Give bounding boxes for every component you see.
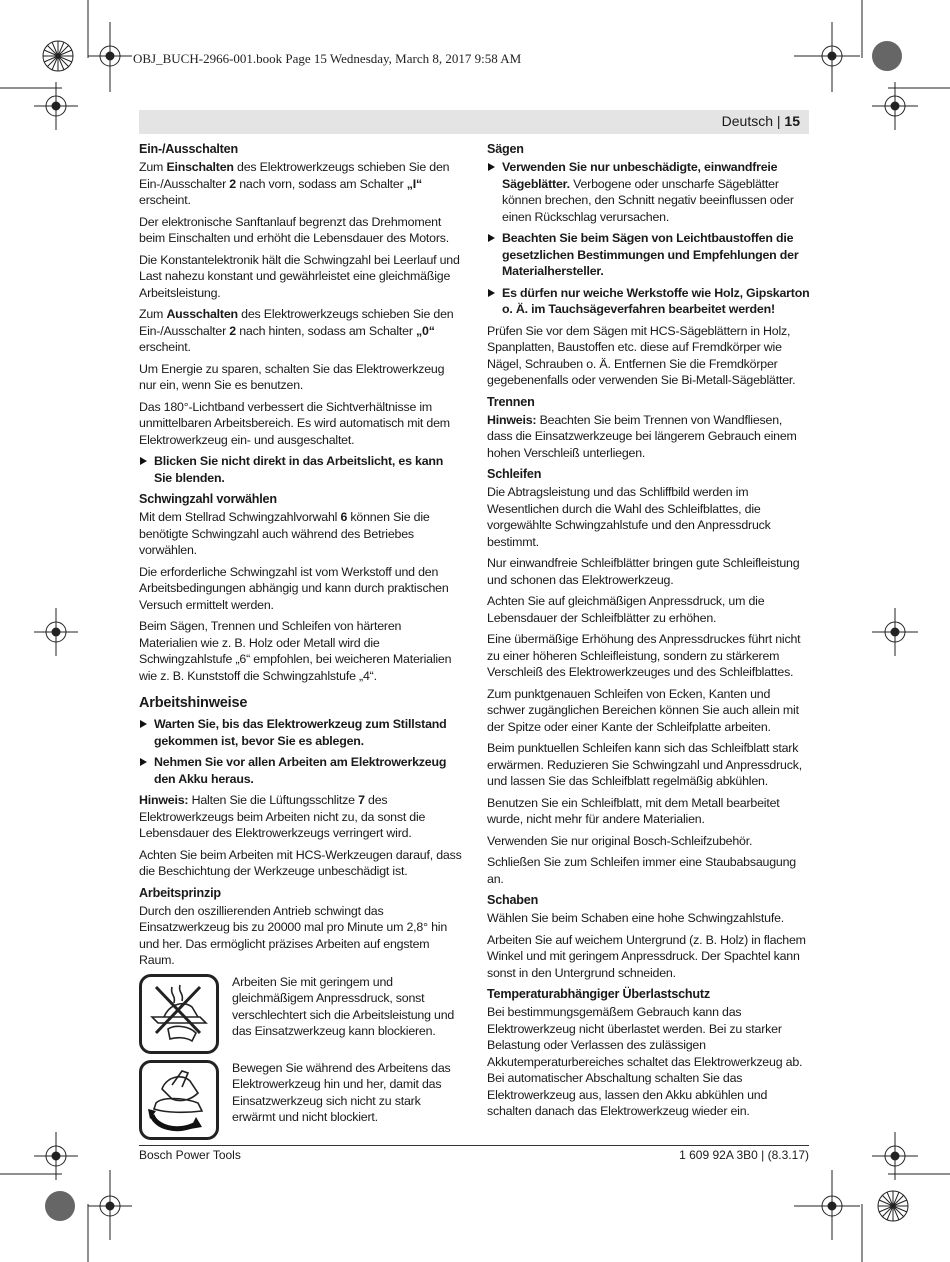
paragraph: Durch den oszillierenden Antrieb schwingt das Einsatzwerkzeug bis zu 20000 mal pro Minute um 2,8° hin und her. Das ermöglicht präzises Arbeiten auf engstem Raum. bbox=[139, 903, 448, 967]
paragraph: Eine übermäßige Erhöhung des Anpressdruckes führt nicht zu einer höheren Schleifleistung, sondern zu stärkerem Verschleiß des Elektrowerkzeuges und des Schleifblattes. bbox=[487, 632, 801, 679]
paragraph: Prüfen Sie vor dem Sägen mit HCS-Sägeblättern in Holz, Spanplatten, Baustoffen etc. diese auf Fremdkörper wie Nägel, Schrauben o. Ä. Entfernen Sie die Fremdkörper gegebenenfalls oder verwenden Sie Bi-Metall-Sägeblätter. bbox=[487, 323, 796, 387]
left-column bbox=[139, 141, 462, 1146]
right-column bbox=[487, 141, 810, 1125]
paragraph: Beim punktuellen Schleifen kann sich das Schleifblatt stark erwärmen. Reduzieren Sie Schwingzahl und Anpressdruck, und lassen Sie das Schleifblatt regelmäßig abkühlen. bbox=[487, 741, 802, 788]
paragraph: Schließen Sie zum Schleifen immer eine Staubabsaugung an. bbox=[487, 855, 796, 886]
section-title: Trennen bbox=[487, 394, 535, 409]
paragraph: Die erforderliche Schwingzahl ist vom Werkstoff und den Arbeitsbedingungen abhängig und kann durch praktischen Versuch ermittelt werden. bbox=[139, 564, 449, 612]
hint-paragraph: Hinweis: Beachten Sie beim Trennen von Wandfliesen, dass die Einsatzwerkzeuge bei längerem Gebrauch einem hohen Verschleiß unterliegen. bbox=[487, 412, 797, 460]
paragraph: Wählen Sie beim Schaben eine hohe Schwingzahlstufe. bbox=[487, 911, 785, 925]
paragraph: Die Konstantelektronik hält die Schwingzahl bei Leerlauf und Last nahezu konstant und gewährleistet eine gleichmäßige Arbeitsleistung. bbox=[139, 252, 460, 300]
illustrated-instruction bbox=[139, 1060, 462, 1140]
warning-bullet: Beachten Sie beim Sägen von Leichtbaustoffen die gesetzlichen Bestimmungen und Empfehlungen der Materialhersteller. bbox=[487, 230, 810, 280]
section-title: Ein-/Ausschalten bbox=[139, 142, 238, 156]
grey-dot bbox=[872, 41, 902, 71]
paragraph: Der elektronische Sanftanlauf begrenzt das Drehmoment beim Einschalten und erhöht die Lebensdauer des Motors. bbox=[139, 214, 449, 245]
triangle-bullet-icon bbox=[140, 720, 147, 728]
paragraph: Bei bestimmungsgemäßem Gebrauch kann das Elektrowerkzeug nicht überlastet werden. Bei zu starker Belastung oder Verlassen des zulässigen Akkutemperaturbereiches schaltet das Elektrowerkzeug ab. Bei automatischer Abschaltung schalten Sie das Elektrowerkzeug aus, lassen den Akku abkühlen und schalten danach das Elektrowerkzeug wieder ein. bbox=[487, 1005, 803, 1118]
triangle-bullet-icon bbox=[488, 163, 495, 171]
page-header bbox=[722, 113, 800, 129]
triangle-bullet-icon bbox=[488, 234, 495, 242]
footer-rule bbox=[139, 1145, 809, 1146]
footer-doc-number: 1 609 92A 3B0 | (8.3.17) bbox=[679, 1148, 809, 1162]
paragraph: Achten Sie auf gleichmäßigen Anpressdruck, um die Lebensdauer der Schleifblätter zu erhöhen. bbox=[487, 594, 765, 625]
section-title: Schleifen bbox=[487, 467, 542, 481]
move-tool-illustration bbox=[139, 1060, 219, 1140]
section-title: Schaben bbox=[487, 893, 539, 907]
paragraph: Nur einwandfreie Schleifblätter bringen gute Schleifleistung und schonen das Elektrowerkzeug. bbox=[487, 556, 800, 587]
paragraph: Mit dem Stellrad Schwingzahlvorwahl 6 können Sie die benötigte Schwingzahl auch während des Betriebes vorwählen. bbox=[139, 510, 430, 557]
warning-bullet: Es dürfen nur weiche Werkstoffe wie Holz, Gipskarton o. Ä. im Tauchsägeverfahren bearbeitet werden! bbox=[487, 285, 810, 318]
paragraph: Zum Einschalten des Elektrowerkzeugs schieben Sie den Ein-/Ausschalter 2 nach vorn, sodass am Schalter „I“ erscheint. bbox=[139, 160, 450, 207]
paragraph: Um Energie zu sparen, schalten Sie das Elektrowerkzeug nur ein, wenn Sie es benutzen. bbox=[139, 361, 445, 392]
paragraph: Das 180°-Lichtband verbessert die Sichtverhältnisse im unmittelbaren Arbeitsbereich. Es wird automatisch mit dem Elektrowerkzeug ein- und ausgeschaltet. bbox=[139, 399, 450, 447]
paragraph: Beim Sägen, Trennen und Schleifen von härteren Materialien wie z. B. Holz oder Metall wird die Schwingzahlstufe „6“ empfohlen, bei weicheren Materialien wie z. B. Kunststoff die Schwingzahlstufe „4“. bbox=[139, 619, 452, 683]
illustrated-instruction bbox=[139, 974, 462, 1054]
print-header: OBJ_BUCH-2966-001.book Page 15 Wednesday, March 8, 2017 9:58 AM bbox=[133, 51, 522, 66]
paragraph: Verwenden Sie nur original Bosch-Schleifzubehör. bbox=[487, 833, 753, 848]
no-pressure-illustration bbox=[139, 974, 219, 1054]
page-header-bar bbox=[139, 110, 809, 134]
header-separator: | bbox=[776, 113, 781, 129]
triangle-bullet-icon bbox=[488, 289, 495, 297]
paragraph: Zum Ausschalten des Elektrowerkzeugs schieben Sie den Ein-/Ausschalter 2 nach hinten, sodass am Schalter „0“ erscheint. bbox=[139, 307, 454, 354]
pressure-icon bbox=[142, 977, 216, 1051]
section-title: Sägen bbox=[487, 142, 524, 156]
triangle-bullet-icon bbox=[140, 758, 147, 766]
paragraph: Achten Sie beim Arbeiten mit HCS-Werkzeugen darauf, dass die Beschichtung der Werkzeuge unbeschädigt ist. bbox=[139, 847, 462, 878]
paragraph: Zum punktgenauen Schleifen von Ecken, Kanten und schwer zugänglichen Bereichen können Sie auch allein mit der Spitze oder einer Kante der Schleifplatte arbeiten. bbox=[487, 686, 799, 734]
warning-bullet: Warten Sie, bis das Elektrowerkzeug zum Stillstand gekommen ist, bevor Sie es ablegen. bbox=[139, 716, 462, 749]
paragraph: Arbeiten Sie auf weichem Untergrund (z. B. Holz) in flachem Winkel und mit geringem Anpressdruck. Der Spachtel kann sonst in den Untergrund schneiden. bbox=[487, 932, 806, 980]
triangle-bullet-icon bbox=[140, 457, 147, 465]
footer-brand: Bosch Power Tools bbox=[139, 1148, 241, 1162]
paragraph: Benutzen Sie ein Schleifblatt, mit dem Metall bearbeitet wurde, nicht mehr für andere Materialien. bbox=[487, 795, 780, 826]
oscillation-icon bbox=[142, 1063, 216, 1137]
warning-bullet: Verwenden Sie nur unbeschädigte, einwandfreie Sägeblätter. Verbogene oder unscharfe Sägeblätter können brechen, den Schnitt negativ beeinflussen oder einen Rückschlag verursachen. bbox=[487, 159, 810, 225]
illustration-caption: Bewegen Sie während des Arbeitens das Elektrowerkzeug hin und her, damit das Einsatzwerkzeug sich nicht zu stark erwärmt und nicht blockiert. bbox=[232, 1060, 451, 1124]
illustration-caption: Arbeiten Sie mit geringem und gleichmäßigem Anpressdruck, sonst verschlechtert sich die Arbeitsleistung und das Einsatzwerkzeug kann blockieren. bbox=[232, 974, 455, 1038]
hint-paragraph: Hinweis: Halten Sie die Lüftungsschlitze 7 des Elektrowerkzeugs beim Arbeiten nicht zu, da sonst die Lebensdauer des Elektrowerkzeugs verringert wird. bbox=[139, 793, 426, 840]
section-title: Arbeitsprinzip bbox=[139, 885, 221, 900]
paragraph: Die Abtragsleistung und das Schliffbild werden im Wesentlichen durch die Wahl des Schleifblattes, die vorgewählte Schwingzahlstufe und den Anpressdruck bestimmt. bbox=[487, 485, 771, 549]
warning-bullet: Blicken Sie nicht direkt in das Arbeitslicht, es kann Sie blenden. bbox=[139, 453, 462, 486]
section-title: Temperaturabhängiger Überlastschutz bbox=[487, 987, 711, 1001]
warning-bullet: Nehmen Sie vor allen Arbeiten am Elektrowerkzeug den Akku heraus. bbox=[139, 754, 462, 787]
page-number: 15 bbox=[784, 113, 800, 129]
grey-dot bbox=[45, 1191, 75, 1221]
header-language: Deutsch bbox=[721, 113, 773, 129]
chapter-title: Arbeitshinweise bbox=[139, 695, 248, 711]
section-title: Schwingzahl vorwählen bbox=[139, 492, 277, 506]
